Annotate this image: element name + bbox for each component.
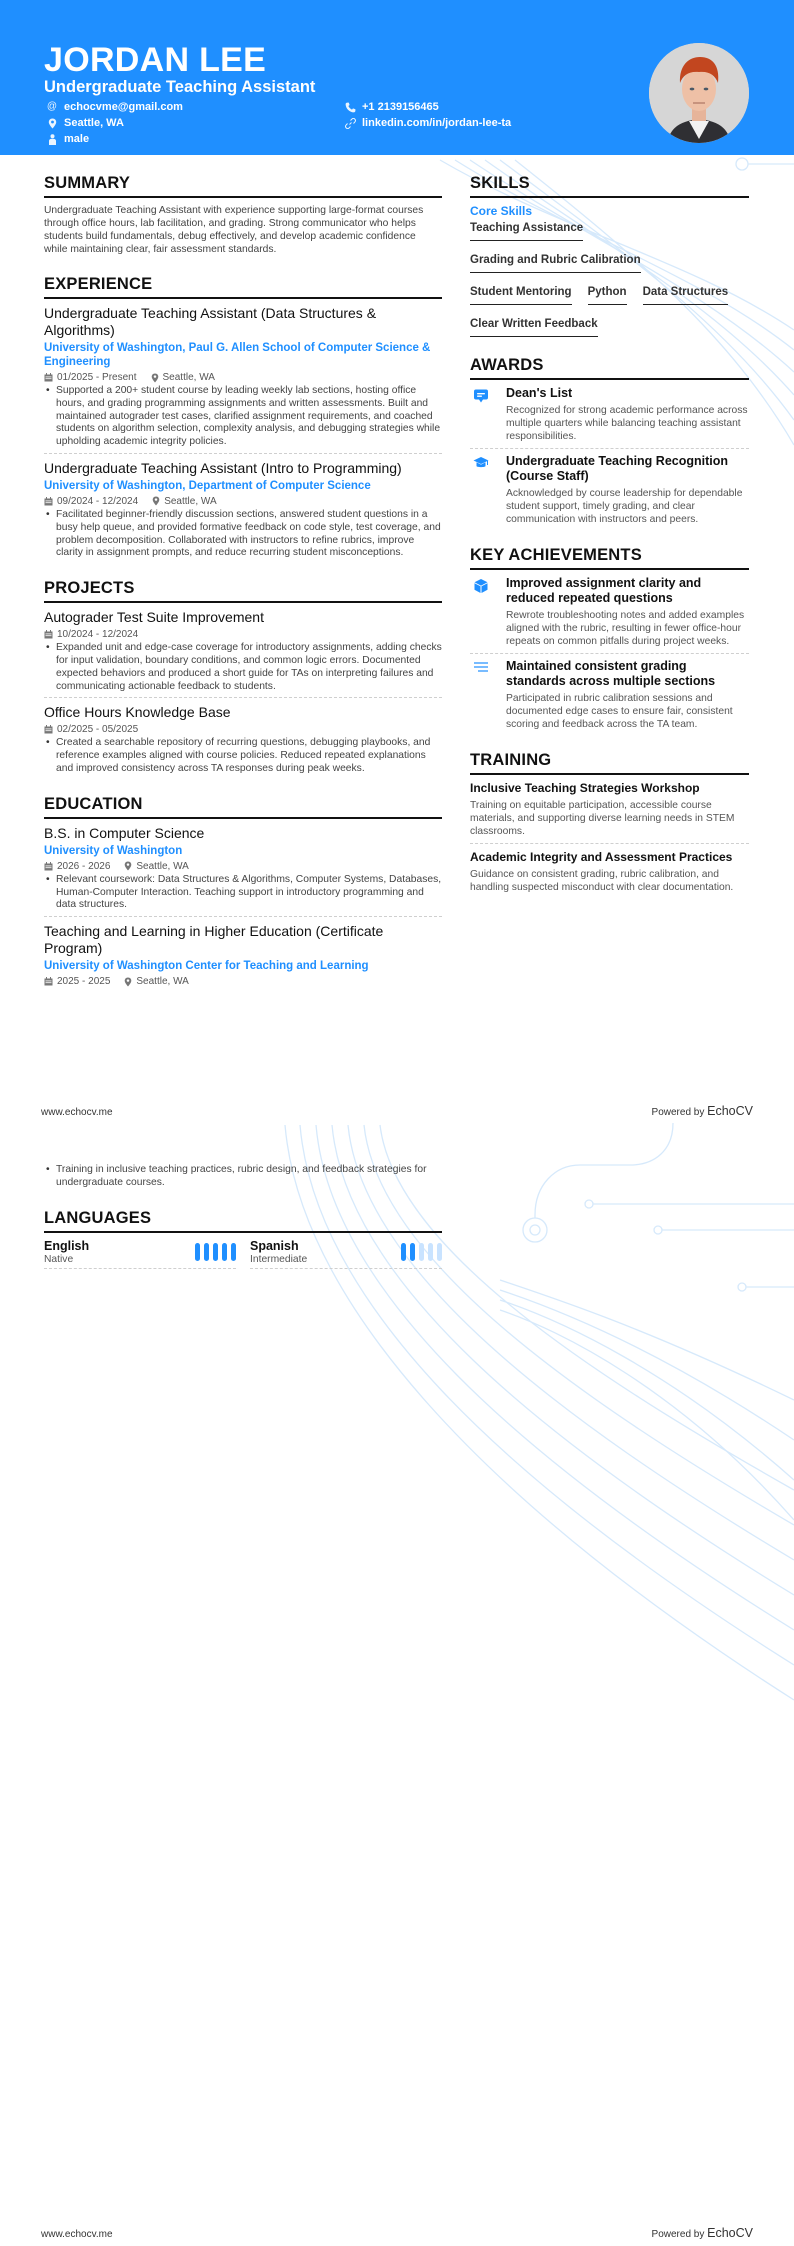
education-meta bbox=[44, 860, 442, 873]
phone-text: +1 2139156465 bbox=[362, 101, 439, 113]
achievements-heading: KEY ACHIEVEMENTS bbox=[470, 545, 749, 570]
skills-subheading: Core Skills bbox=[470, 204, 533, 218]
summary-section bbox=[44, 173, 442, 256]
link-icon bbox=[344, 117, 356, 129]
contact-phone[interactable] bbox=[344, 100, 439, 114]
achievement-description: Rewrote troubleshooting notes and added examples aligned with the rubric, resulting in fewer office-hour repeats on common pitfalls during project weeks. bbox=[506, 610, 745, 647]
powered-by-label: Powered by bbox=[651, 1107, 705, 1118]
project-bullet: • Expanded unit and edge-case coverage for introductory assignments, adding checks for input validation, boundary conditions, and common logic errors. Documented expected behaviors and produced a short guide for TAs on interpreting failures and communicating actionable feedback to students. bbox=[44, 642, 442, 693]
skills-heading: SKILLS bbox=[470, 173, 749, 198]
resume-header bbox=[0, 0, 794, 155]
project-item bbox=[44, 704, 442, 779]
proficiency-bars bbox=[401, 1243, 442, 1261]
language-level: Native bbox=[44, 1253, 74, 1265]
job-location: Seattle, WA bbox=[164, 495, 217, 507]
skill-tag: Grading and Rubric Calibration bbox=[470, 253, 641, 273]
powered-by-label: Powered by bbox=[651, 2229, 705, 2240]
calendar-icon bbox=[44, 630, 53, 639]
experience-item bbox=[44, 305, 442, 454]
education-section bbox=[44, 794, 442, 992]
calendar-icon bbox=[44, 373, 53, 382]
skill-tag: Teaching Assistance bbox=[470, 221, 583, 241]
training-description: Guidance on consistent grading, rubric calibration, and handling suspected misconduct with clear documentation. bbox=[470, 869, 734, 893]
skill-tag: Student Mentoring bbox=[470, 285, 572, 305]
degree-title: B.S. in Computer Science bbox=[44, 824, 205, 841]
award-title: Dean's List bbox=[506, 386, 573, 400]
page-footer bbox=[41, 1104, 753, 1118]
person-icon bbox=[46, 133, 58, 145]
award-description: Acknowledged by course leadership for dependable student support, timely grading, and clear communication with instructors and peers. bbox=[506, 488, 743, 525]
project-bullet: • Created a searchable repository of recurring questions, debugging playbooks, and reference examples aligned with course policies. Reduced repeated explanations and improved consistency across TA responses during peak weeks. bbox=[44, 737, 442, 775]
contact-location bbox=[46, 116, 124, 130]
experience-section bbox=[44, 274, 442, 564]
candidate-name: JORDAN LEE bbox=[44, 41, 267, 79]
awards-section bbox=[470, 355, 749, 531]
phone-icon bbox=[344, 101, 356, 113]
achievement-description: Participated in rubric calibration sessions and documented edge cases to ensure fair, consistent scoring and feedback across the TA team. bbox=[506, 693, 733, 730]
footer-powered bbox=[652, 1104, 753, 1118]
skills-list bbox=[470, 221, 749, 337]
training-item bbox=[470, 781, 749, 844]
achievement-title: Maintained consistent grading standards across multiple sections bbox=[506, 659, 716, 688]
education-bullet: • Relevant coursework: Data Structures & Algorithms, Computer Systems, Databases, Human-Computer Interaction. Teaching support in introductory programming and data structures. bbox=[44, 874, 442, 912]
candidate-role: Undergraduate Teaching Assistant bbox=[44, 78, 316, 96]
achievement-item bbox=[470, 576, 749, 654]
education-bullet: • Training in inclusive teaching practices, rubric design, and feedback strategies for undergraduate courses. bbox=[44, 1164, 442, 1190]
education-dates: 2025 - 2025 bbox=[57, 976, 111, 988]
page2-left-column bbox=[44, 1163, 442, 1269]
achievements-section bbox=[470, 545, 749, 736]
languages-list bbox=[44, 1239, 442, 1269]
award-item bbox=[470, 386, 749, 449]
language-item bbox=[44, 1239, 236, 1269]
linkedin-text: linkedin.com/in/jordan-lee-ta bbox=[362, 117, 512, 129]
email-text: echocvme@gmail.com bbox=[64, 101, 183, 113]
experience-item bbox=[44, 460, 442, 564]
award-title: Undergraduate Teaching Recognition (Course Staff) bbox=[506, 454, 729, 483]
employer: University of Washington, Department of Computer Science bbox=[44, 479, 371, 492]
education-item bbox=[44, 923, 442, 992]
award-description: Recognized for strong academic performance across multiple quarters while balancing teaching assistant responsibilities. bbox=[506, 405, 748, 442]
project-title: Office Hours Knowledge Base bbox=[44, 704, 231, 721]
contact-gender bbox=[46, 132, 89, 146]
training-title: Academic Integrity and Assessment Practices bbox=[470, 850, 733, 864]
footer-website[interactable]: www.echocv.me bbox=[41, 2229, 113, 2240]
education-location: Seattle, WA bbox=[136, 860, 189, 872]
calendar-icon bbox=[44, 977, 53, 986]
footer-powered bbox=[652, 2226, 753, 2240]
employer: University of Washington, Paul G. Allen School of Computer Science & Engineering bbox=[44, 342, 431, 368]
lines-icon bbox=[470, 659, 492, 731]
institution: University of Washington Center for Teaching and Learning bbox=[44, 960, 369, 973]
institution: University of Washington bbox=[44, 844, 183, 857]
training-item bbox=[470, 850, 749, 894]
language-name: English bbox=[44, 1238, 90, 1253]
job-meta bbox=[44, 495, 442, 508]
achievement-item bbox=[470, 659, 749, 736]
languages-section bbox=[44, 1208, 442, 1269]
calendar-icon bbox=[44, 862, 53, 871]
page-footer bbox=[41, 2226, 753, 2240]
footer-brand: EchoCV bbox=[707, 2226, 753, 2240]
left-column bbox=[44, 173, 442, 992]
calendar-icon bbox=[44, 725, 53, 734]
gender-text: male bbox=[64, 133, 90, 145]
achievement-title: Improved assignment clarity and reduced repeated questions bbox=[506, 576, 702, 605]
project-title: Autograder Test Suite Improvement bbox=[44, 609, 264, 626]
awards-heading: AWARDS bbox=[470, 355, 749, 380]
skill-tag: Data Structures bbox=[643, 285, 729, 305]
job-dates: 09/2024 - 12/2024 bbox=[57, 495, 139, 507]
language-level: Intermediate bbox=[250, 1253, 308, 1265]
project-meta bbox=[44, 723, 442, 736]
calendar-icon bbox=[44, 497, 53, 506]
job-bullet: • Supported a 200+ student course by leading weekly lab sections, hosting office hours, and grading programming assignments and written assessments. Built and maintained autograder test cases, clarified assignment requirements, and coached students on algorithm selection, complexity analysis, and debugging strategies while upholding academic integrity policies. bbox=[44, 385, 442, 449]
map-pin-icon bbox=[151, 373, 159, 383]
job-meta bbox=[44, 371, 442, 384]
projects-section bbox=[44, 578, 442, 780]
job-title: Undergraduate Teaching Assistant (Intro to Programming) bbox=[44, 459, 402, 476]
map-pin-icon bbox=[46, 117, 58, 129]
map-pin-icon bbox=[124, 861, 132, 871]
education-item bbox=[44, 825, 442, 917]
project-dates: 10/2024 - 12/2024 bbox=[57, 629, 139, 641]
experience-heading: EXPERIENCE bbox=[44, 274, 442, 299]
project-dates: 02/2025 - 05/2025 bbox=[57, 724, 139, 736]
at-sign-icon: @ bbox=[46, 101, 58, 112]
right-column bbox=[470, 173, 749, 894]
project-item bbox=[44, 609, 442, 698]
contact-email[interactable] bbox=[46, 100, 183, 114]
education-meta bbox=[44, 975, 442, 988]
contact-linkedin[interactable] bbox=[344, 116, 511, 130]
training-title: Inclusive Teaching Strategies Workshop bbox=[470, 781, 700, 795]
project-meta bbox=[44, 628, 442, 641]
education-location: Seattle, WA bbox=[136, 976, 189, 988]
education-dates: 2026 - 2026 bbox=[57, 860, 111, 872]
skills-section bbox=[470, 173, 749, 337]
map-pin-icon bbox=[152, 496, 160, 506]
training-description: Training on equitable participation, accessible course materials, and supporting diverse learning needs in STEM classrooms. bbox=[470, 800, 735, 837]
language-item bbox=[250, 1239, 442, 1269]
training-section bbox=[470, 750, 749, 894]
footer-brand: EchoCV bbox=[707, 1104, 753, 1118]
job-location: Seattle, WA bbox=[162, 372, 215, 383]
avatar bbox=[649, 43, 749, 143]
degree-title: Teaching and Learning in Higher Education (Certificate Program) bbox=[44, 923, 384, 957]
job-bullet: • Facilitated beginner-friendly discussion sections, answered student questions in a busy help queue, and provided formative feedback on code style, test coverage, and problem decomposition. Collaborated with instructors to refine rubrics, improve clarity in assignment prompts, and reduce recurring student misconceptions. bbox=[44, 509, 442, 560]
summary-text: Undergraduate Teaching Assistant with experience supporting large-format courses through office hours, lab facilitation, and grading. Strong communicator who helps students build fundamentals, debug effectively, and develop academic confidence while maintaining clear, fair assessment standards. bbox=[44, 205, 424, 255]
languages-heading: LANGUAGES bbox=[44, 1208, 442, 1233]
footer-website[interactable]: www.echocv.me bbox=[41, 1107, 113, 1118]
projects-heading: PROJECTS bbox=[44, 578, 442, 603]
job-dates: 01/2025 - Present bbox=[57, 372, 137, 383]
training-heading: TRAINING bbox=[470, 750, 749, 775]
graduation-cap-icon bbox=[470, 454, 492, 526]
summary-heading: SUMMARY bbox=[44, 173, 442, 198]
job-title: Undergraduate Teaching Assistant (Data Structures & Algorithms) bbox=[44, 305, 377, 338]
map-pin-icon bbox=[124, 977, 132, 987]
skill-tag: Clear Written Feedback bbox=[470, 317, 598, 337]
proficiency-bars bbox=[195, 1243, 236, 1261]
award-item bbox=[470, 454, 749, 531]
language-name: Spanish bbox=[250, 1238, 299, 1253]
education-heading: EDUCATION bbox=[44, 794, 442, 819]
cube-icon bbox=[470, 576, 492, 648]
location-text: Seattle, WA bbox=[64, 117, 124, 129]
chat-bubble-icon bbox=[470, 386, 492, 443]
skill-tag: Python bbox=[588, 285, 627, 305]
